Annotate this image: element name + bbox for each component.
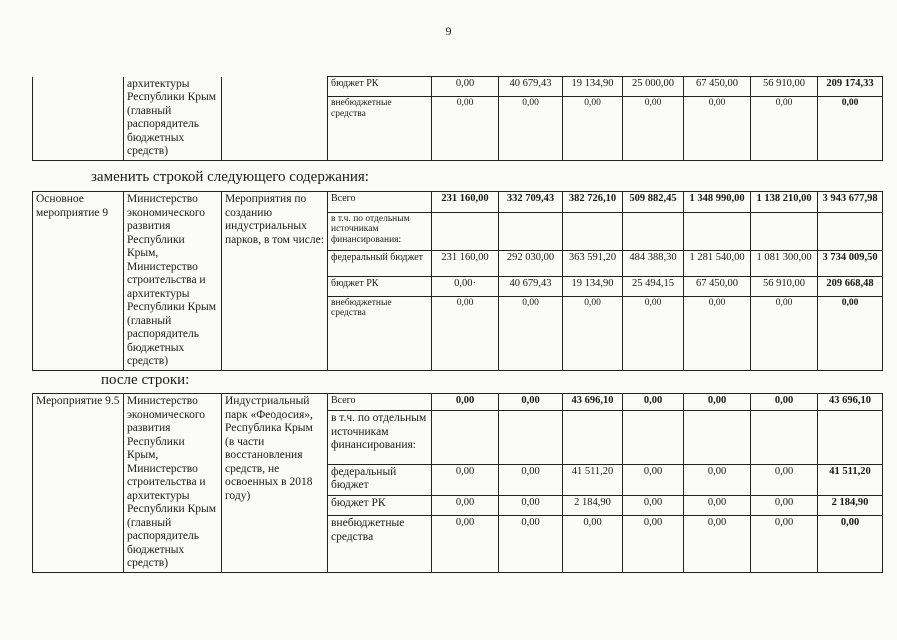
total-cell: 3 943 677,98 [818,192,883,213]
value-cell: 332 709,43 [499,192,563,213]
replace-label: заменить строкой следующего содержания: [91,169,369,185]
value-cell: 0,00 [563,296,623,370]
value-cell: 0,00 [432,296,499,370]
total-cell [818,212,883,251]
value-cell [751,411,818,464]
value-cell: 0,00 [684,296,751,370]
value-cell: 484 388,30 [623,251,684,277]
page-number: 9 [445,24,452,38]
value-cell: 0,00· [432,277,499,296]
source-cell: федеральный бюджет [328,251,432,277]
value-cell [563,411,623,464]
total-cell: 0,00 [818,97,883,161]
total-cell: 43 696,10 [818,394,883,411]
source-cell: внебюджетные средства [328,516,432,572]
value-cell: 19 134,90 [563,77,623,97]
value-cell: 0,00 [499,296,563,370]
value-cell: 40 679,43 [499,277,563,296]
value-cell [684,212,751,251]
source-cell: внебюджетные средства [328,97,432,161]
value-cell: 0,00 [499,516,563,572]
value-cell: 25 494,15 [623,277,684,296]
value-cell [563,212,623,251]
value-cell: 0,00 [432,495,499,516]
source-cell: в т.ч. по отдельным источникам финансирования: [328,411,432,464]
value-cell: 25 000,00 [623,77,684,97]
total-cell: 209 174,33 [818,77,883,97]
value-cell: 1 281 540,00 [684,251,751,277]
value-cell [684,411,751,464]
value-cell: 40 679,43 [499,77,563,97]
after-label: после строки: [101,372,190,388]
value-cell: 1 138 210,00 [751,192,818,213]
value-cell [432,411,499,464]
value-cell: 231 160,00 [432,251,499,277]
value-cell: 231 160,00 [432,192,499,213]
value-cell: 0,00 [563,97,623,161]
value-cell [499,411,563,464]
table-row [33,394,883,411]
value-cell: 56 910,00 [751,277,818,296]
value-cell: 0,00 [751,97,818,161]
name-cell [222,77,328,161]
total-cell: 2 184,90 [818,495,883,516]
value-cell: 0,00 [499,97,563,161]
code-cell: Мероприятие 9.5 [33,394,124,573]
value-cell: 2 184,90 [563,495,623,516]
total-cell: 209 668,48 [818,277,883,296]
code-cell: Основное мероприятие 9 [33,192,124,371]
value-cell [623,212,684,251]
table-row [33,77,883,97]
after-table [32,393,883,573]
value-cell: 0,00 [623,97,684,161]
value-cell: 67 450,00 [684,77,751,97]
top-table [32,76,883,161]
value-cell: 292 030,00 [499,251,563,277]
value-cell: 0,00 [623,296,684,370]
value-cell: 0,00 [432,516,499,572]
org-cell: Министерство экономического развития Республики Крым, Министерство строительства и архитектуры Республики Крым (главный распорядитель бюджетных средств) [124,394,222,573]
total-cell: 3 734 009,50 [818,251,883,277]
value-cell: 0,00 [499,394,563,411]
value-cell: 0,00 [751,394,818,411]
code-cell [33,77,124,161]
value-cell: 0,00 [684,394,751,411]
value-cell: 509 882,45 [623,192,684,213]
value-cell: 0,00 [499,495,563,516]
source-cell: в т.ч. по отдельным источникам финансирования: [328,212,432,251]
value-cell: 67 450,00 [684,277,751,296]
name-cell: Мероприятия по созданию индустриальных парков, в том числе: [222,192,328,371]
value-cell: 0,00 [563,516,623,572]
value-cell: 0,00 [623,464,684,495]
value-cell: 0,00 [751,296,818,370]
value-cell: 0,00 [432,464,499,495]
value-cell: 0,00 [684,516,751,572]
total-cell: 0,00 [818,516,883,572]
value-cell: 363 591,20 [563,251,623,277]
value-cell [751,212,818,251]
value-cell: 0,00 [751,464,818,495]
value-cell: 1 081 300,00 [751,251,818,277]
source-cell: Всего [328,192,432,213]
value-cell: 1 348 990,00 [684,192,751,213]
total-cell [818,411,883,464]
value-cell: 56 910,00 [751,77,818,97]
value-cell: 19 134,90 [563,277,623,296]
name-cell: Индустриальный парк «Феодосия», Республика Крым (в части восстановления средств, не освоенных в 2018 году) [222,394,328,573]
org-cell: архитектуры Республики Крым (главный распорядитель бюджетных средств) [124,77,222,161]
total-cell: 0,00 [818,296,883,370]
value-cell: 0,00 [623,495,684,516]
value-cell: 0,00 [684,97,751,161]
table-row [33,192,883,213]
value-cell: 0,00 [684,464,751,495]
value-cell: 0,00 [499,464,563,495]
main-table [32,191,883,371]
value-cell: 41 511,20 [563,464,623,495]
source-cell: бюджет РК [328,277,432,296]
value-cell: 0,00 [751,516,818,572]
value-cell: 0,00 [432,394,499,411]
value-cell: 382 726,10 [563,192,623,213]
total-cell: 41 511,20 [818,464,883,495]
value-cell: 0,00 [432,97,499,161]
value-cell: 0,00 [751,495,818,516]
value-cell: 0,00 [684,495,751,516]
value-cell [432,212,499,251]
value-cell: 0,00 [432,77,499,97]
value-cell: 0,00 [623,516,684,572]
source-cell: Всего [328,394,432,411]
source-cell: внебюджетные средства [328,296,432,370]
source-cell: бюджет РК [328,77,432,97]
org-cell: Министерство экономического развития Республики Крым, Министерство строительства и архитектуры Республики Крым (главный распорядитель бюджетных средств) [124,192,222,371]
value-cell [623,411,684,464]
source-cell: бюджет РК [328,495,432,516]
value-cell: 0,00 [623,394,684,411]
source-cell: федеральный бюджет [328,464,432,495]
value-cell [499,212,563,251]
value-cell: 43 696,10 [563,394,623,411]
